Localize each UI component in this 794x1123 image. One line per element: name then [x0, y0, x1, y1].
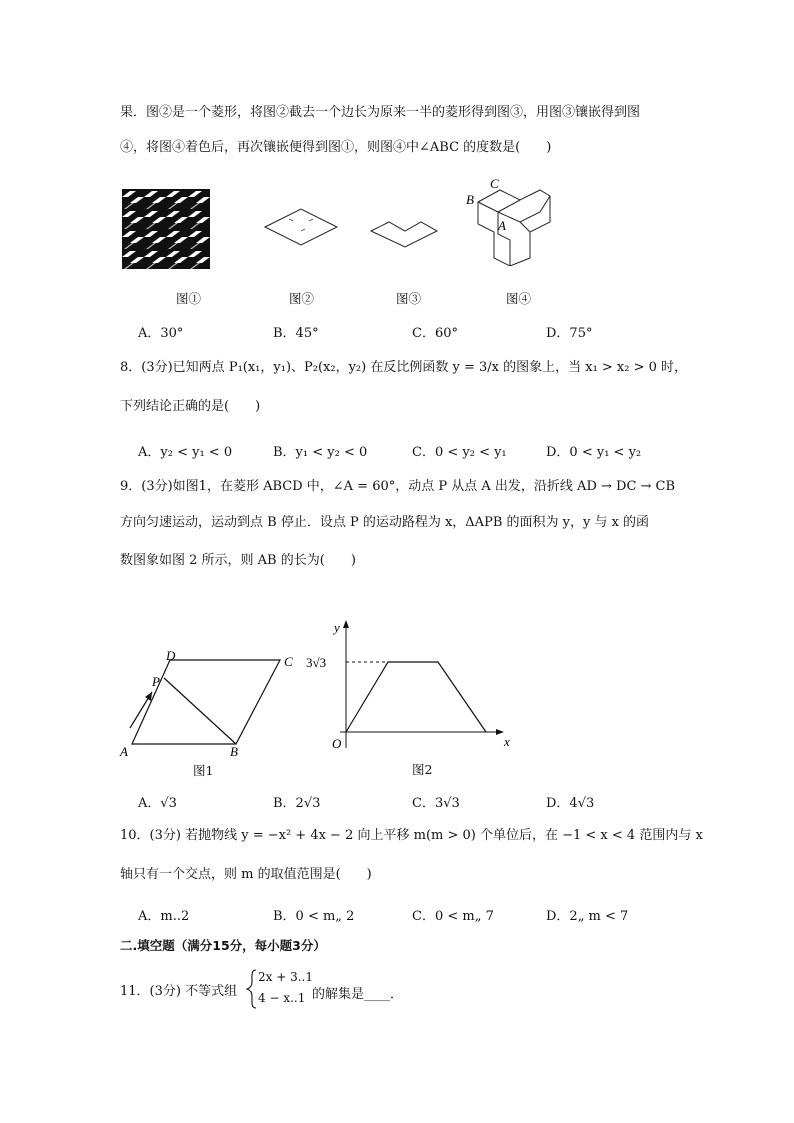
- q8-option-d[interactable]: D．0 < y₁ < y₂: [546, 445, 642, 460]
- q10-option-d[interactable]: D．2„ m < 7: [546, 909, 629, 924]
- q7-caption-fig4: 图④: [506, 291, 532, 306]
- q8-option-a[interactable]: A．y₂ < y₁ < 0: [138, 445, 233, 460]
- q9-option-d[interactable]: D．4√3: [546, 796, 595, 811]
- q7-option-d[interactable]: D．75°: [546, 326, 593, 341]
- q9-figure1-rhombus: [118, 648, 308, 760]
- q7-fig4-label-c: C: [490, 176, 499, 191]
- q11-prefix: 11．(3分) 不等式组: [120, 984, 238, 999]
- q9-option-b[interactable]: B．2√3: [273, 796, 321, 811]
- q9-caption-fig2: 图2: [412, 762, 433, 777]
- q9-text-line2: 方向匀速运动，运动到点 B 停止．设点 P 的运动路程为 x，ΔAPB 的面积为 y，y 与 x 的函: [120, 515, 650, 530]
- q7-caption-fig1: 图①: [176, 291, 202, 306]
- q7-figure2-rhombus: [263, 207, 339, 247]
- q9-fig1-label-d: D: [166, 648, 176, 663]
- q10-option-b[interactable]: B．0 < m„ 2: [273, 909, 355, 924]
- section2-heading: 二.填空题（满分15分，每小题3分）: [120, 938, 326, 953]
- q9-fig2-label-value: 3√3: [306, 655, 327, 670]
- q11-suffix: 的解集是____．: [312, 987, 404, 1002]
- q9-text-line3: 数图象如图 2 所示，则 AB 的长为( ): [120, 553, 356, 568]
- q9-figure2-graph: [300, 618, 520, 754]
- q9-text-line1: 9．(3分)如图1，在菱形 ABCD 中，∠A = 60°，动点 P 从点 A 出发，沿折线 AD → DC → CB: [120, 479, 676, 494]
- q9-fig2-label-x: x: [504, 734, 510, 749]
- q7-option-c[interactable]: C．60°: [412, 326, 458, 341]
- q9-option-c[interactable]: C．3√3: [412, 796, 460, 811]
- q8-option-c[interactable]: C．0 < y₂ < y₁: [412, 445, 507, 460]
- q7-text-line1: 果．图②是一个菱形，将图②截去一个边长为原来一半的菱形得到图③，用图③镶嵌得到图: [120, 105, 641, 120]
- q7-figure1-tessellation: [122, 189, 210, 269]
- q9-fig1-label-p: P: [152, 674, 160, 689]
- q7-caption-fig3: 图③: [396, 291, 422, 306]
- q8-text-line1: 8．(3分)已知两点 P₁(x₁，y₁)、P₂(x₂，y₂) 在反比例函数 y = 3/x 的图象上，当 x₁ > x₂ > 0 时，: [120, 360, 688, 375]
- q10-text-line1: 10．(3分) 若抛物线 y = −x² + 4x − 2 向上平移 m(m > 0) 个单位后，在 −1 < x < 4 范围内与 x: [120, 828, 703, 843]
- q7-caption-fig2: 图②: [289, 291, 315, 306]
- q11-brace: [246, 968, 258, 1010]
- q10-option-a[interactable]: A．m..2: [138, 909, 190, 924]
- q7-figure3-cut-rhombus: [369, 219, 439, 251]
- q7-option-b[interactable]: B．45°: [273, 326, 319, 341]
- q9-caption-fig1: 图1: [193, 763, 214, 778]
- q8-option-b[interactable]: B．y₁ < y₂ < 0: [273, 445, 368, 460]
- q7-fig4-label-b: B: [466, 192, 474, 207]
- q9-option-a[interactable]: A．√3: [138, 796, 177, 811]
- q7-option-a[interactable]: A．30°: [138, 326, 184, 341]
- q9-fig1-label-c: C: [284, 654, 293, 669]
- q10-option-c[interactable]: C．0 < m„ 7: [412, 909, 494, 924]
- q7-fig4-label-a: A: [498, 218, 506, 233]
- q10-text-line2: 轴只有一个交点，则 m 的取值范围是( ): [120, 867, 372, 882]
- q11-system-row2: 4 − x..1: [258, 991, 306, 1005]
- q8-text-line2: 下列结论正确的是( ): [120, 399, 261, 414]
- q11-system-row1: 2x + 3..1: [258, 970, 313, 984]
- q7-text-line2: ④，将图④着色后，再次镶嵌便得到图①，则图④中∠ABC 的度数是( ): [120, 140, 552, 155]
- q9-fig2-label-y: y: [334, 620, 340, 635]
- q9-fig2-label-origin: O: [332, 736, 342, 751]
- q9-fig1-label-a: A: [120, 744, 128, 759]
- q9-fig1-label-b: B: [230, 744, 238, 759]
- q7-figure4-tile: [462, 174, 552, 266]
